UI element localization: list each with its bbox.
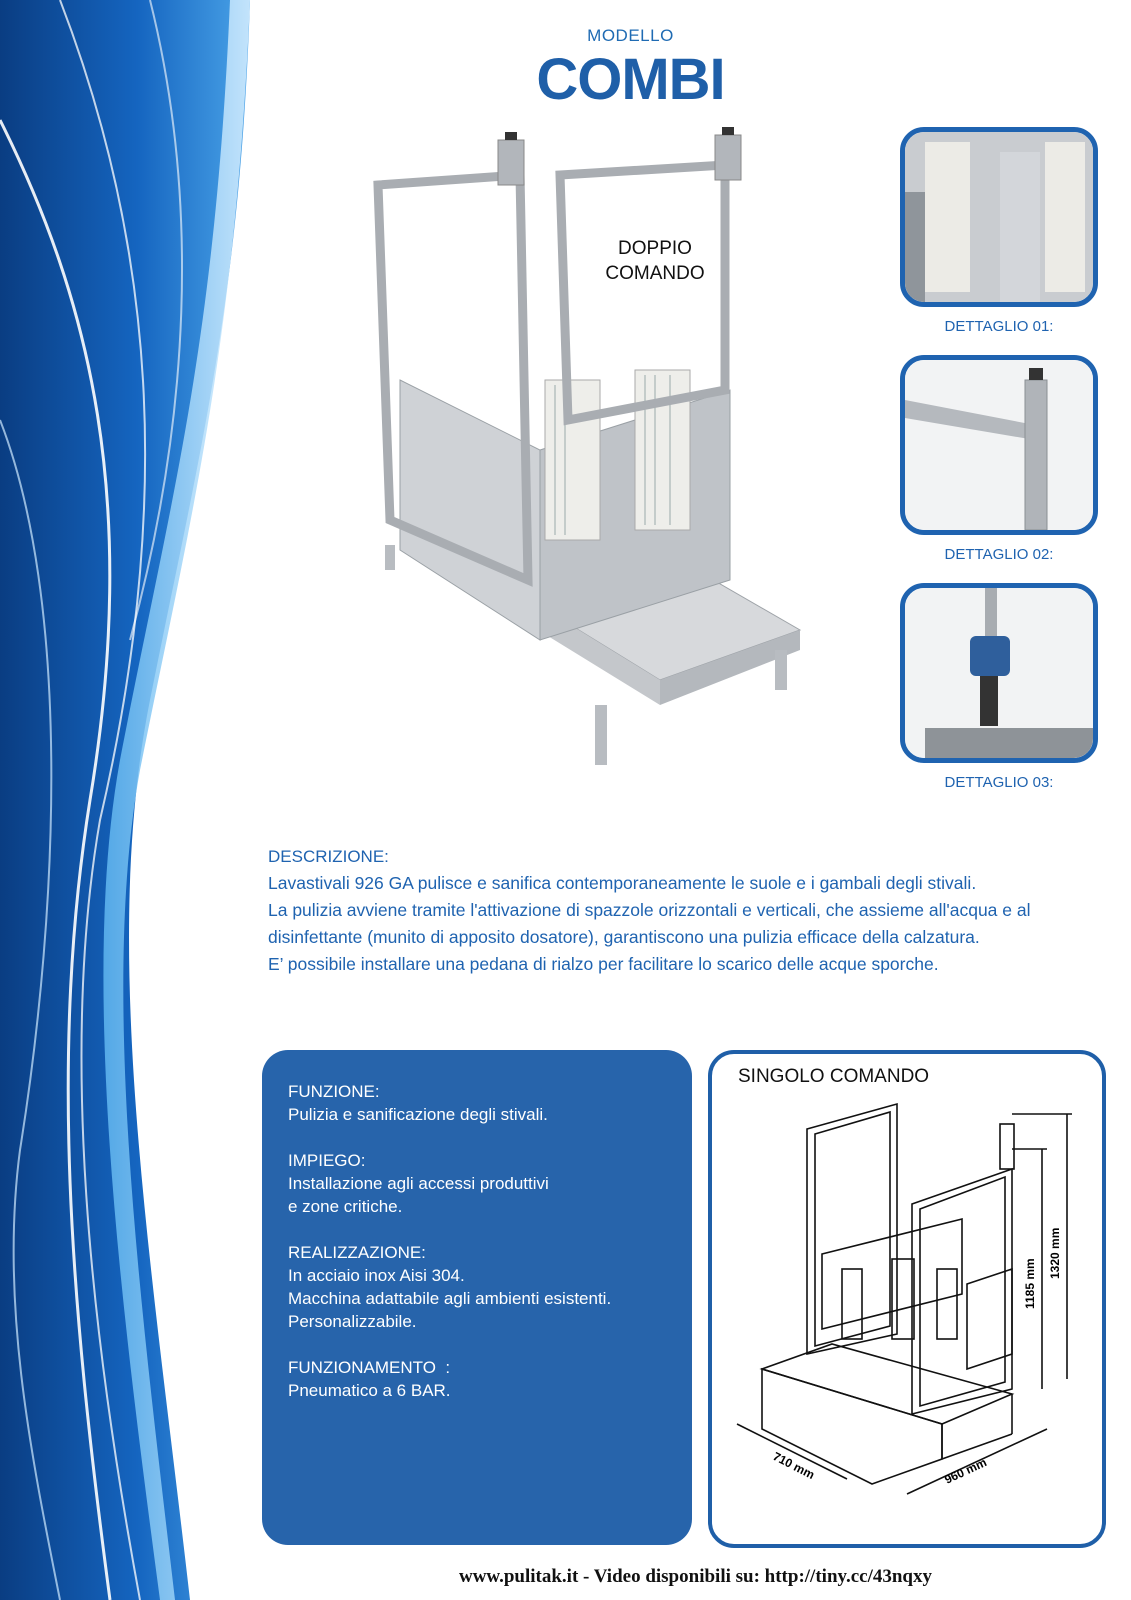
- brush-detail-image: [905, 132, 1093, 302]
- diagram-box: [708, 1050, 1106, 1548]
- spec-line: e zone critiche.: [288, 1197, 403, 1216]
- spec-title: FUNZIONAMENTO :: [288, 1358, 451, 1377]
- spec-funzionamento: [288, 1356, 678, 1402]
- detail-label-01: DETTAGLIO 01:: [944, 318, 1054, 335]
- technical-drawing: [712, 1054, 1102, 1544]
- blue-wave-decoration: [0, 0, 260, 1600]
- footer-links: www.pulitak.it - Video disponibili su: http://tiny.cc/43nqxy: [458, 1566, 932, 1587]
- detail-photo-02: [900, 355, 1098, 535]
- spec-title: IMPIEGO:: [288, 1151, 366, 1170]
- spec-realizzazione: [288, 1241, 678, 1333]
- spec-line: In acciaio inox Aisi 304.: [288, 1266, 465, 1285]
- dimension-width: 960 mm: [942, 1455, 989, 1487]
- dimension-height-total: 1320 mm: [1048, 1227, 1062, 1279]
- doser-detail-image: [905, 588, 1093, 758]
- description-line: La pulizia avviene tramite l'attivazione di spazzole orizzontali e verticali, che assieme all'acqua e al: [268, 900, 1031, 920]
- frame-detail-image: [905, 360, 1093, 530]
- description-line: disinfettante (munito di apposito dosatore), garantiscono una pulizia efficace della calzatura.: [268, 927, 980, 947]
- spec-line: Installazione agli accessi produttivi: [288, 1174, 549, 1193]
- detail-photo-01: [900, 127, 1098, 307]
- specs-box: [262, 1050, 692, 1545]
- diagram-title: SINGOLO COMANDO: [738, 1066, 930, 1087]
- spec-line: Personalizzabile.: [288, 1312, 417, 1331]
- spec-line: Macchina adattabile agli ambienti esistenti.: [288, 1289, 612, 1308]
- spec-impiego: [288, 1149, 678, 1218]
- main-photo-caption: DOPPIO COMANDO: [605, 238, 705, 284]
- spec-line: Pneumatico a 6 BAR.: [288, 1381, 451, 1400]
- detail-label-03: DETTAGLIO 03:: [944, 774, 1054, 791]
- model-name: COMBI: [536, 47, 725, 112]
- dimension-depth: 710 mm: [770, 1449, 817, 1482]
- description-line: E’ possibile installare una pedana di rialzo per facilitare lo scarico delle acque sporche.: [268, 954, 939, 974]
- dimension-height-inner: 1185 mm: [1023, 1258, 1037, 1309]
- description-section: [268, 843, 1068, 978]
- spec-title: FUNZIONE:: [288, 1082, 380, 1101]
- model-label: MODELLO: [587, 26, 674, 45]
- spec-funzione: [288, 1080, 678, 1126]
- model-label-row: [0, 26, 1131, 46]
- machine-photo: [370, 120, 830, 800]
- detail-label-02: DETTAGLIO 02:: [944, 546, 1054, 563]
- spec-line: Pulizia e sanificazione degli stivali.: [288, 1105, 548, 1124]
- description-title: DESCRIZIONE:: [268, 847, 389, 866]
- spec-title: REALIZZAZIONE:: [288, 1243, 426, 1262]
- detail-photo-03: [900, 583, 1098, 763]
- description-line: Lavastivali 926 GA pulisce e sanifica contemporaneamente le suole e i gambali degli stivali.: [268, 873, 977, 893]
- model-name-row: [0, 46, 1131, 113]
